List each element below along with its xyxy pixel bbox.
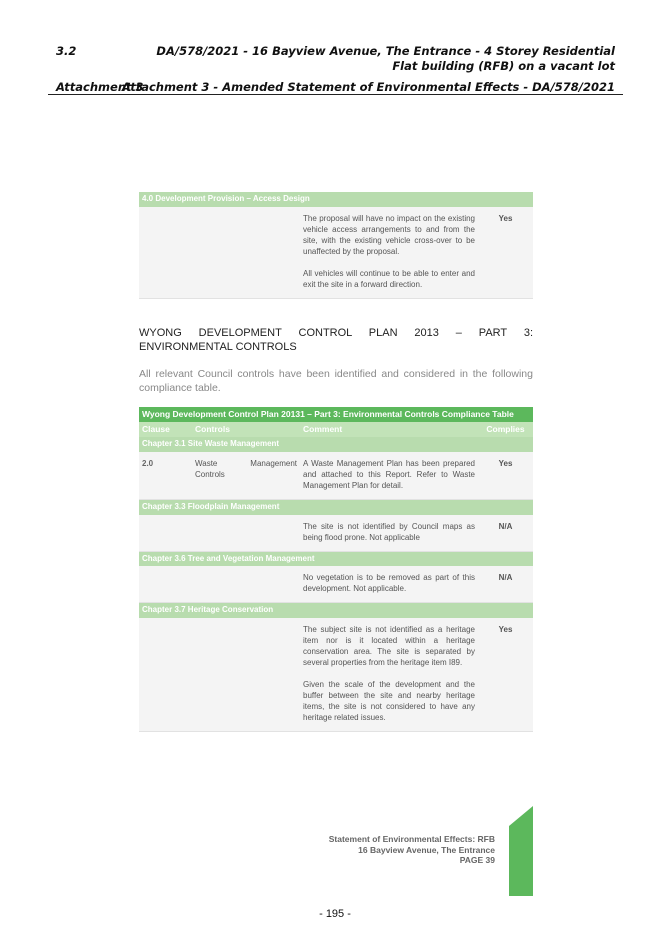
comment-paragraph: The subject site is not identified as a heritage item nor is it located within a heritage conservation area. The site is separated by several properties from the heritage item I89. xyxy=(303,624,475,667)
controls-cell xyxy=(192,566,300,603)
chapter-title: Chapter 3.6 Tree and Vegetation Management xyxy=(139,551,533,566)
comment-cell xyxy=(300,452,478,500)
table-row xyxy=(139,207,533,299)
footer-address: 16 Bayview Avenue, The Entrance xyxy=(358,844,495,855)
attachment-title: Attachment 3 - Amended Statement of Environmental Effects - DA/578/2021 xyxy=(121,80,615,94)
column-header-controls: Controls xyxy=(192,422,300,437)
comment-paragraph: Given the scale of the development and the buffer between the site and nearby heritage items, the site is not considered to have any heritage related issues. xyxy=(303,679,475,722)
green-tab-decoration xyxy=(509,806,533,896)
clause-cell xyxy=(139,566,192,603)
complies-cell: N/A xyxy=(478,515,533,552)
chapter-title: Chapter 3.3 Floodplain Management xyxy=(139,500,533,515)
controls-cell xyxy=(192,618,300,732)
complies-cell: Yes xyxy=(478,207,533,299)
comment-cell xyxy=(300,207,478,299)
header-divider xyxy=(48,94,623,95)
comment-paragraph: No vegetation is to be removed as part of this development. Not applicable. xyxy=(303,573,475,593)
table-row xyxy=(139,618,533,732)
access-design-table xyxy=(139,192,533,299)
attachment-label: Attachment 3 xyxy=(56,80,144,94)
page-number: - 195 - xyxy=(319,908,351,920)
chapter-title: Chapter 3.1 Site Waste Management xyxy=(139,437,533,452)
column-header-comment: Comment xyxy=(300,422,478,437)
clause-cell xyxy=(139,515,192,552)
section-heading: WYONG DEVELOPMENT CONTROL PLAN 2013 – PART 3: ENVIRONMENTAL CONTROLS xyxy=(139,327,533,353)
clause-cell xyxy=(139,207,192,299)
footer-info xyxy=(329,834,495,866)
comment-paragraph: All vehicles will continue to be able to enter and exit the site in a forward direction. xyxy=(303,269,475,289)
document-title: DA/578/2021 - 16 Bayview Avenue, The Entrance - 4 Storey Residential Flat building (RFB) on a vacant lot xyxy=(156,44,615,73)
comment-paragraph: The site is not identified by Council maps as being flood prone. Not applicable xyxy=(303,521,475,542)
controls-cell: Waste Management Controls xyxy=(192,452,300,500)
column-header-row xyxy=(139,422,533,437)
complies-cell: N/A xyxy=(478,566,533,603)
item-number: 3.2 xyxy=(56,44,77,58)
comment-cell xyxy=(300,618,478,732)
clause-cell: 2.0 xyxy=(139,452,192,500)
column-header-complies: Complies xyxy=(478,422,533,437)
comment-paragraph: The proposal will have no impact on the existing vehicle access arrangements to and from the site, with the existing vehicle cross-over to be unaffected by the proposal. xyxy=(303,214,475,256)
table-row xyxy=(139,566,533,603)
column-header-clause: Clause xyxy=(139,422,192,437)
section-intro: All relevant Council controls have been identified and considered in the following compliance table. xyxy=(139,368,533,394)
controls-cell xyxy=(192,207,300,299)
controls-cell xyxy=(192,515,300,552)
comment-cell xyxy=(300,566,478,603)
comment-paragraph: A Waste Management Plan has been prepared and attached to this Report. Refer to Waste Management Plan for detail. xyxy=(303,459,475,490)
table-row xyxy=(139,452,533,500)
clause-cell xyxy=(139,618,192,732)
section-title: 4.0 Development Provision – Access Design xyxy=(139,192,533,207)
footer-document-name: Statement of Environmental Effects: RFB xyxy=(328,834,495,844)
complies-cell: Yes xyxy=(478,618,533,732)
environmental-controls-table xyxy=(139,407,533,732)
chapter-title: Chapter 3.7 Heritage Conservation xyxy=(139,603,533,618)
table-title: Wyong Development Control Plan 20131 – Part 3: Environmental Controls Compliance Table xyxy=(139,407,533,422)
comment-cell xyxy=(300,515,478,552)
table-row xyxy=(139,515,533,552)
complies-cell: Yes xyxy=(478,452,533,500)
footer-page-label: PAGE 39 xyxy=(459,855,495,865)
